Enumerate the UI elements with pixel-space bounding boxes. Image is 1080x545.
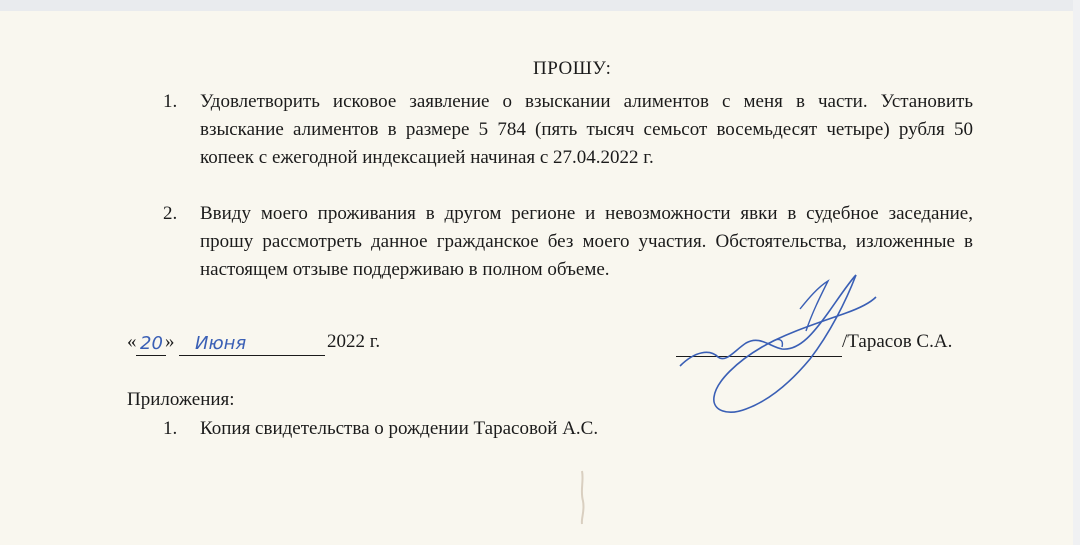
- date-month-underline: [179, 355, 325, 356]
- paper-blemish: [572, 466, 592, 526]
- signature-date: [127, 331, 427, 359]
- date-day-handwritten: 20: [140, 333, 163, 354]
- attachment-number: 1.: [163, 418, 178, 439]
- date-day-underline: [136, 355, 166, 356]
- signer-name: /Тарасов С.А.: [842, 331, 953, 352]
- date-close-quote: »: [165, 331, 175, 352]
- date-open-quote: «: [127, 331, 137, 352]
- viewer-top-bar: [0, 0, 1080, 11]
- attachment-text: Копия свидетельства о рождении Тарасовой А.С.: [200, 418, 599, 439]
- date-year: 2022 г.: [327, 331, 381, 352]
- request-item-1: [163, 88, 973, 172]
- document-page: [0, 11, 1073, 545]
- request-text: Удовлетворить исковое заявление о взыскании алиментов с меня в части. Установить взыскание алиментов в размере 5 784 (пять тысяч семьсот восемьдесят четыре) рубля 50 копеек с ежегодной индексацией начиная с 27.04.2022 г.: [200, 91, 973, 168]
- request-text: Ввиду моего проживания в другом регионе и невозможности явки в судебное заседание, прошу рассмотреть данное гражданское без моего участия. Обстоятельства, изложенные в настоящем отзыве поддерживаю в полном объеме.: [200, 203, 973, 280]
- viewer-scrollbar[interactable]: [1073, 0, 1080, 545]
- attachments-title: Приложения:: [127, 389, 235, 410]
- date-month-handwritten: Июня: [195, 333, 247, 354]
- request-heading: ПРОШУ:: [533, 58, 612, 79]
- request-number: 1.: [163, 91, 178, 112]
- request-number: 2.: [163, 203, 178, 224]
- attachment-item-1: [163, 418, 598, 440]
